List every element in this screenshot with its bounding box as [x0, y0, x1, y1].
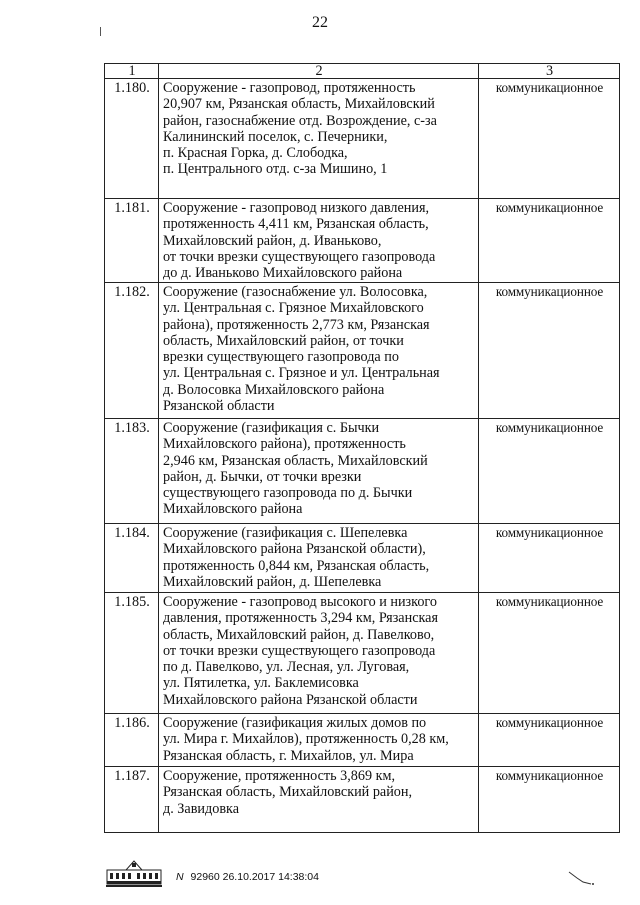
row-purpose: коммуникационное — [479, 524, 620, 593]
column-header-description: 2 — [159, 64, 479, 79]
table-row — [105, 714, 620, 767]
row-number: 1.181. — [105, 199, 159, 283]
table-row — [105, 593, 620, 714]
table-row — [105, 767, 620, 833]
row-purpose: коммуникационное — [479, 79, 620, 199]
property-registry-table — [104, 63, 620, 833]
column-header-purpose: 3 — [479, 64, 620, 79]
row-description: Сооружение (газификация с. Бычки Михайловского района), протяженность 2,946 км, Рязанская область, Михайловский район, д. Бычки, от точки врезки существующего газопровода по д. Бычки Михайловского района — [159, 419, 479, 524]
row-number: 1.185. — [105, 593, 159, 714]
row-description: Сооружение - газопровод, протяженность 20,907 км, Рязанская область, Михайловский район, газоснабжение отд. Возрождение, с-за Калининский поселок, с. Печерники, п. Красная Горка, д. Слободка, п. Центрального отд. с-за Мишино, 1 — [159, 79, 479, 199]
footer-doc-info: 92960 26.10.2017 14:38:04 — [190, 871, 319, 883]
row-number: 1.186. — [105, 714, 159, 767]
table-header-row — [105, 64, 620, 79]
footer-mark: N — [176, 871, 184, 883]
row-description: Сооружение (газификация с. Шепелевка Михайловского района Рязанской области), протяженность 0,844 км, Рязанская область, Михайловский район, д. Шепелевка — [159, 524, 479, 593]
table-row — [105, 283, 620, 419]
row-description: Сооружение - газопровод высокого и низкого давления, протяженность 3,294 км, Рязанская область, Михайловский район, д. Павелково, от точки врезки существующего газопровода по д. Павелково, ул. Лесная, ул. Луговая, ул. Пятилетка, ул. Баклемисовка Михайловского района Рязанской области — [159, 593, 479, 714]
row-number: 1.180. — [105, 79, 159, 199]
table-row — [105, 524, 620, 593]
table-row — [105, 199, 620, 283]
building-stamp-icon — [106, 858, 164, 893]
row-purpose: коммуникационное — [479, 199, 620, 283]
column-header-number: 1 — [105, 64, 159, 79]
table-row — [105, 419, 620, 524]
row-number: 1.182. — [105, 283, 159, 419]
row-number: 1.187. — [105, 767, 159, 833]
row-description: Сооружение (газификация жилых домов по ул. Мира г. Михайлов), протяженность 0,28 км, Рязанская область, г. Михайлов, ул. Мира — [159, 714, 479, 767]
row-number: 1.183. — [105, 419, 159, 524]
row-purpose: коммуникационное — [479, 714, 620, 767]
margin-mark — [100, 27, 101, 36]
row-purpose: коммуникационное — [479, 593, 620, 714]
corner-scan-mark — [567, 868, 597, 893]
row-purpose: коммуникационное — [479, 767, 620, 833]
row-purpose: коммуникационное — [479, 283, 620, 419]
row-description: Сооружение - газопровод низкого давления, протяженность 4,411 км, Рязанская область, Михайловский район, д. Иваньково, от точки врезки существующего газопровода до д. Иваньково Михайловского района — [159, 199, 479, 283]
document-footer — [176, 871, 319, 883]
row-number: 1.184. — [105, 524, 159, 593]
row-description: Сооружение, протяженность 3,869 км, Рязанская область, Михайловский район, д. Завидовка — [159, 767, 479, 833]
table-row — [105, 79, 620, 199]
row-purpose: коммуникационное — [479, 419, 620, 524]
row-description: Сооружение (газоснабжение ул. Волосовка, ул. Центральная с. Грязное Михайловского района), протяженность 2,773 км, Рязанская область, Михайловский район, от точки врезки существующего газопровода по ул. Центральная с. Грязное и ул. Центральная д. Волосовка Михайловского района Рязанской области — [159, 283, 479, 419]
page-number: 22 — [312, 14, 328, 31]
